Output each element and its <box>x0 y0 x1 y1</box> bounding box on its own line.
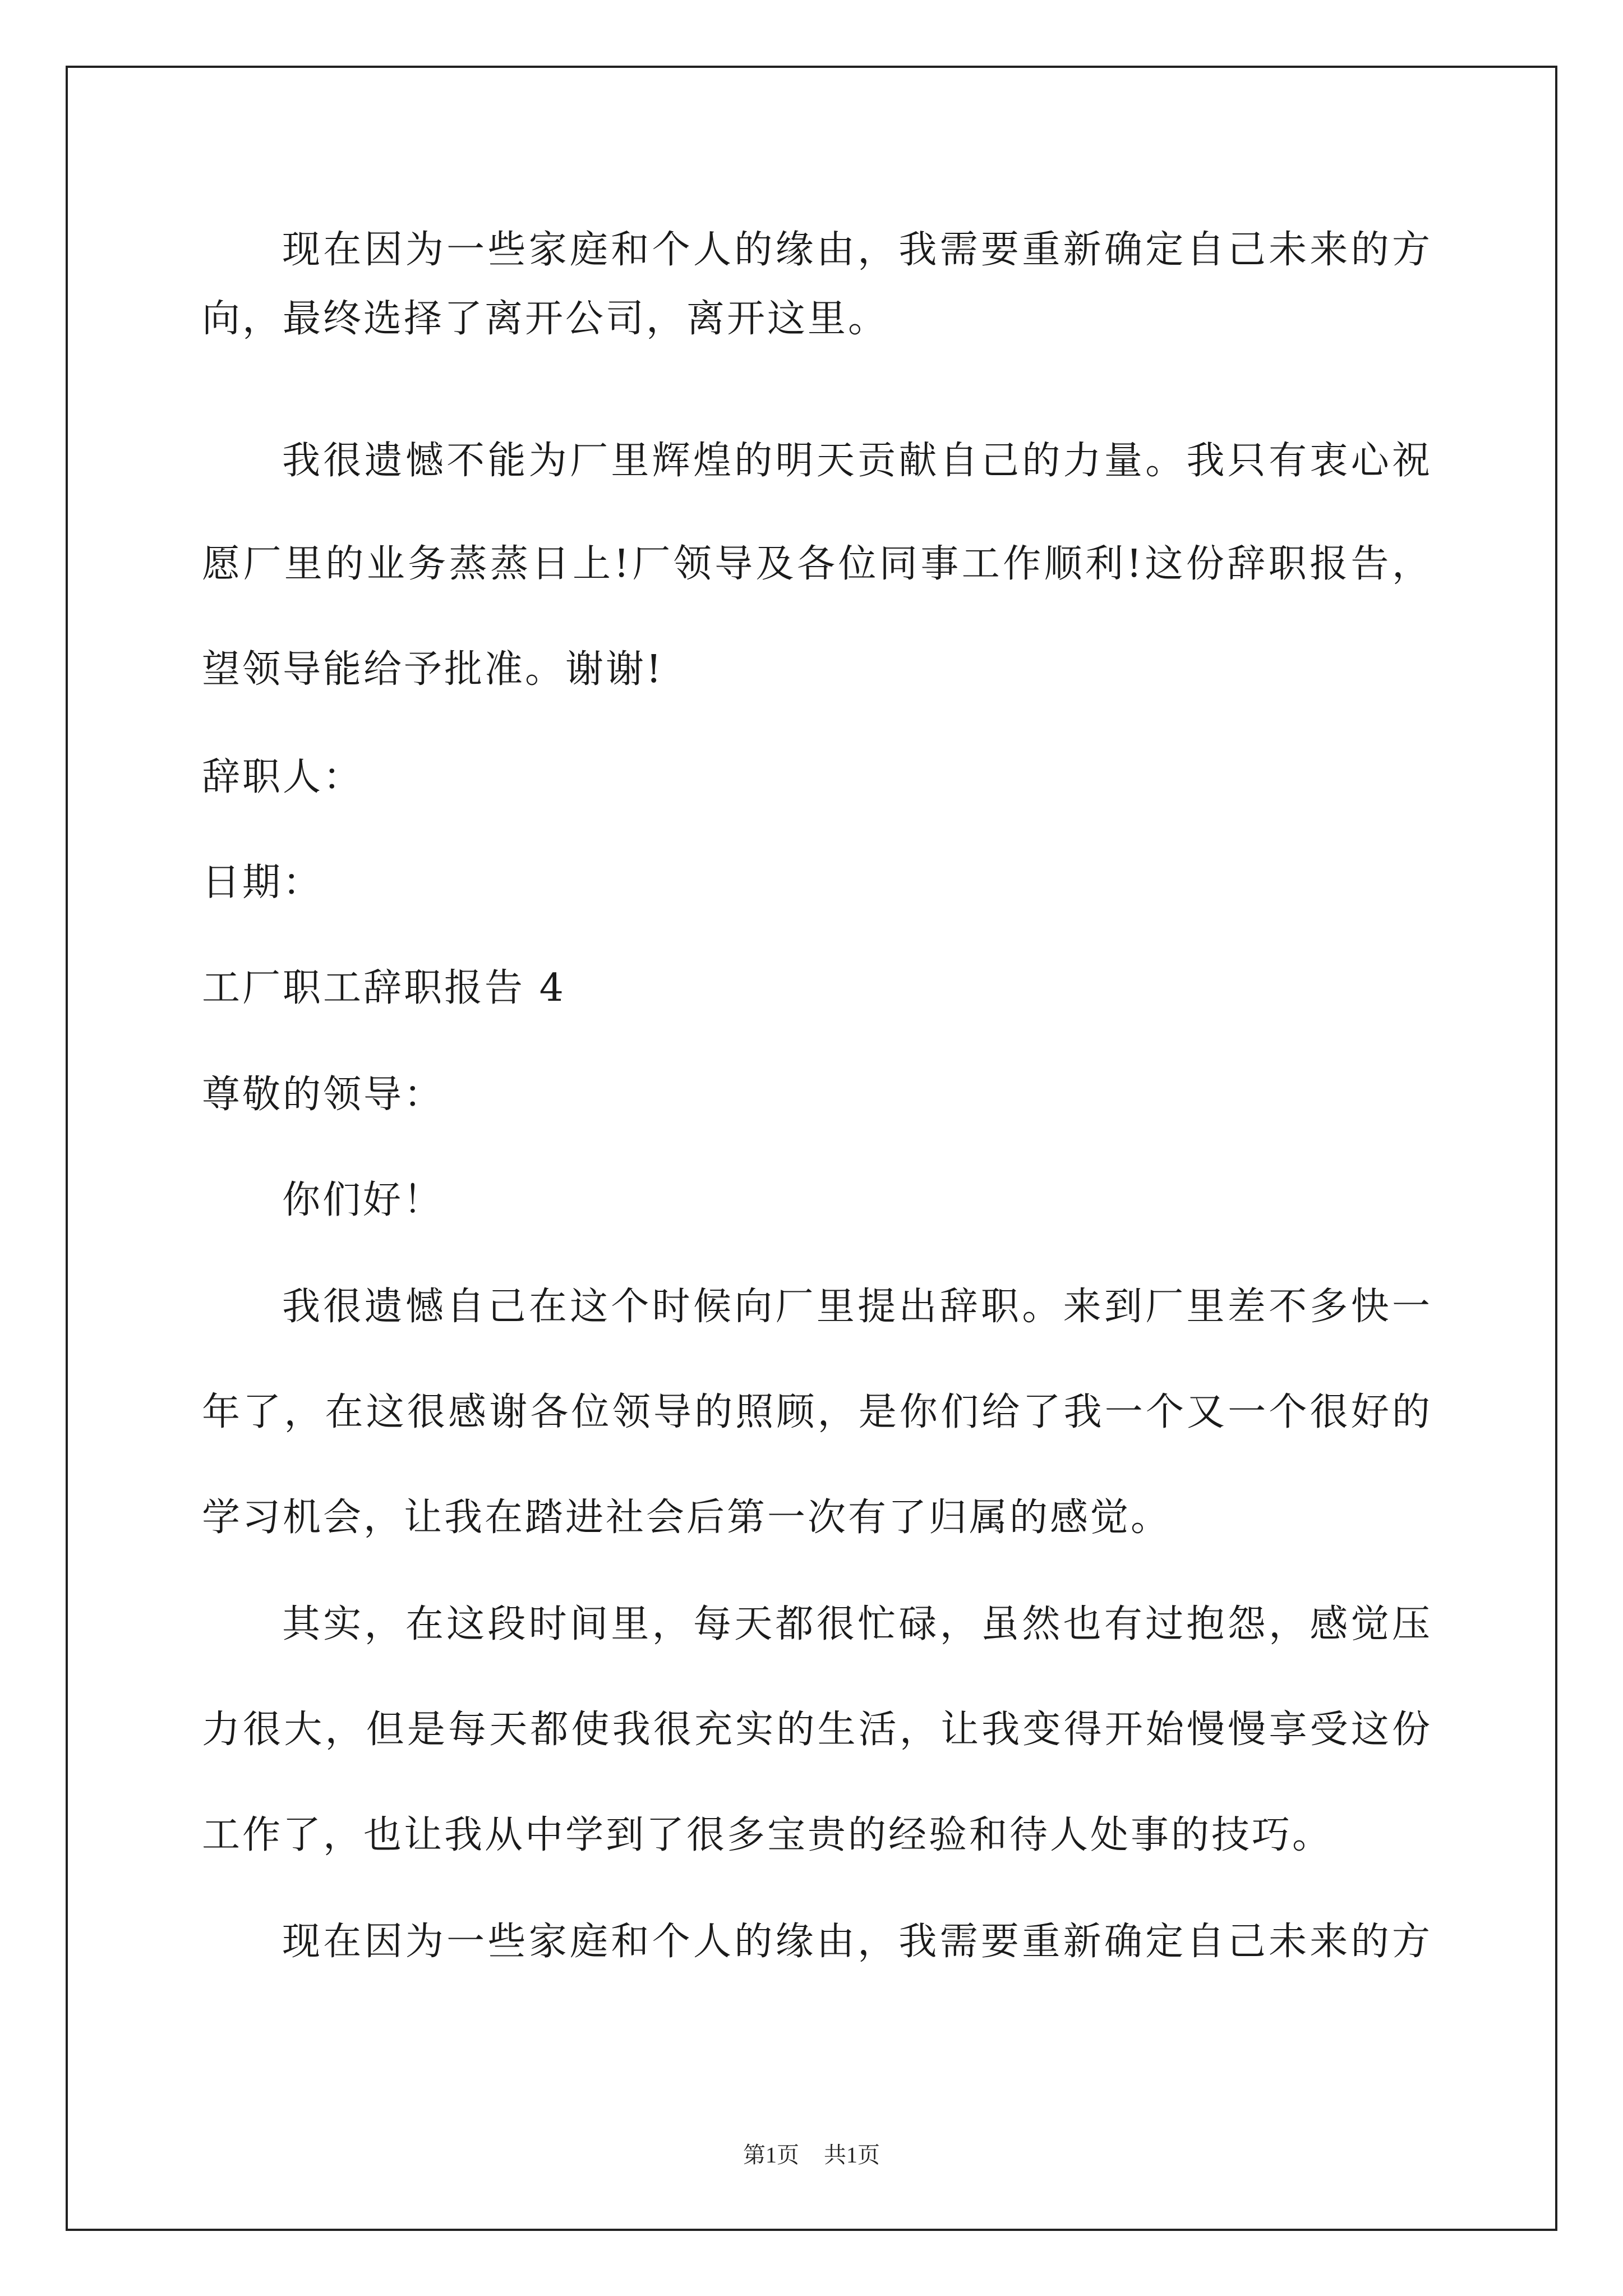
paragraph-line: 现在因为一些家庭和个人的缘由，我需要重新确定自己未来的方 <box>282 1920 1430 1964</box>
paragraph-line: 望领导能给予批准。谢谢! <box>202 647 664 692</box>
paragraph-line: 其实，在这段时间里，每天都很忙碌，虽然也有过抱怨，感觉压 <box>282 1602 1430 1646</box>
section-title: 工厂职工辞职报告 4 <box>202 966 566 1010</box>
paragraph-line: 学习机会，让我在踏进社会后第一次有了归属的感觉。 <box>202 1496 1172 1540</box>
paragraph-line: 我很遗憾自己在这个时候向厂里提出辞职。来到厂里差不多快一 <box>282 1285 1430 1329</box>
salutation: 尊敬的领导： <box>202 1073 445 1117</box>
paragraph-line: 年了，在这很感谢各位领导的照顾，是你们给了我一个又一个很好的 <box>202 1390 1430 1434</box>
page-footer <box>0 2137 1623 2169</box>
signature-label: 辞职人： <box>202 755 364 799</box>
paragraph-line: 工作了，也让我从中学到了很多宝贵的经验和待人处事的技巧。 <box>202 1813 1333 1857</box>
date-label: 日期： <box>202 861 324 905</box>
greeting: 你们好！ <box>282 1178 444 1222</box>
paragraph-line: 现在因为一些家庭和个人的缘由，我需要重新确定自己未来的方 <box>282 228 1430 272</box>
paragraph-line: 力很大，但是每天都使我很充实的生活，让我变得开始慢慢享受这份 <box>202 1708 1430 1752</box>
page-number: 第1页 <box>743 2142 799 2168</box>
paragraph-line: 愿厂里的业务蒸蒸日上!厂领导及各位同事工作顺利!这份辞职报告， <box>202 542 1430 586</box>
page-border <box>66 66 1557 2231</box>
page-total: 共1页 <box>824 2142 880 2168</box>
paragraph-line: 我很遗憾不能为厂里辉煌的明天贡献自己的力量。我只有衷心祝 <box>282 439 1430 483</box>
paragraph-line: 向，最终选择了离开公司，离开这里。 <box>202 297 889 341</box>
